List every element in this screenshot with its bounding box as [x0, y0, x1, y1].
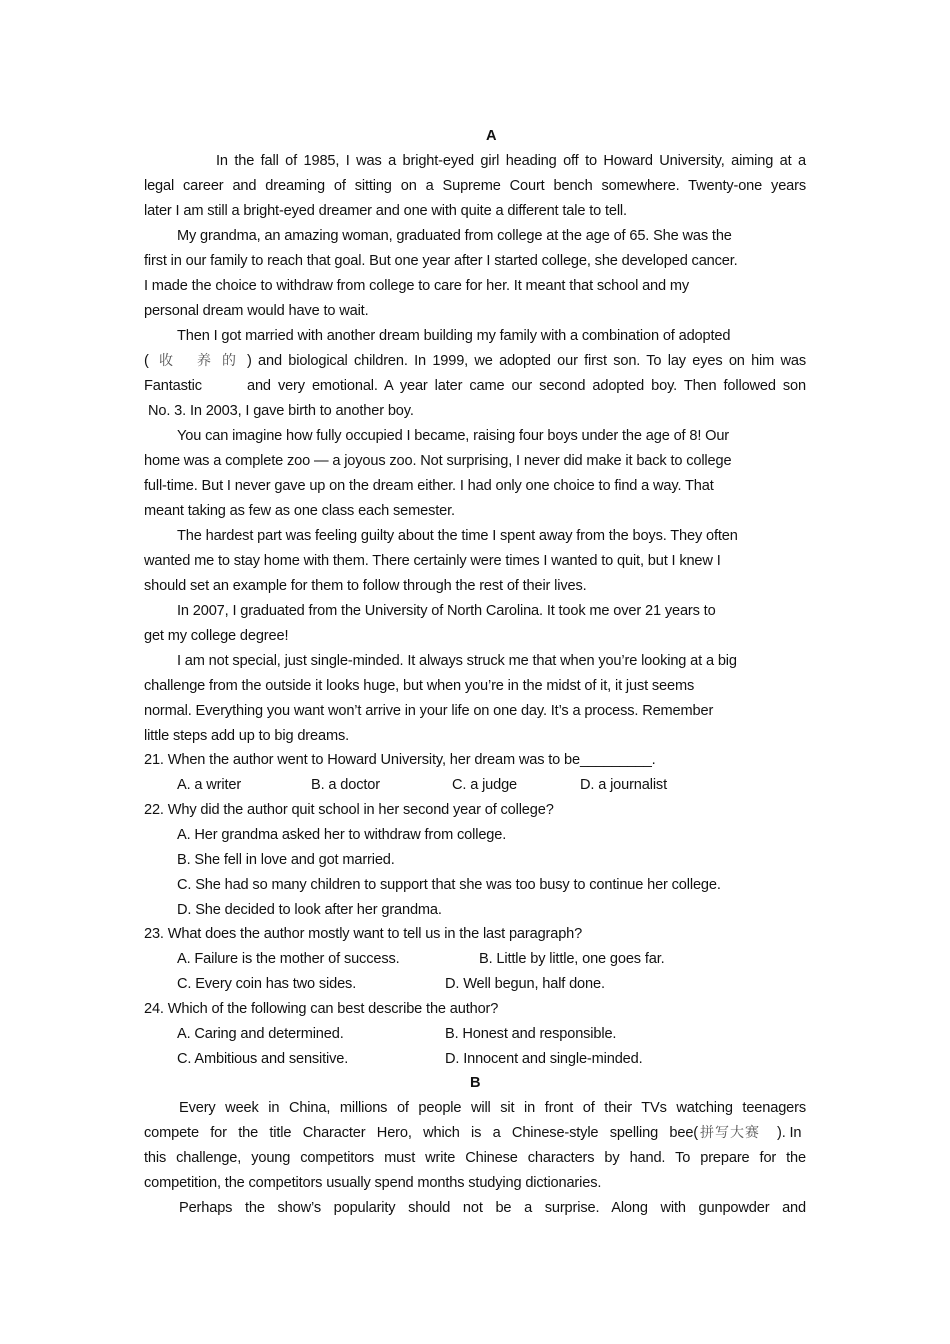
- passage-line: I am not special, just single-minded. It always struck me that when you’re looking at a big: [177, 653, 737, 669]
- q22-option-c[interactable]: C. She had so many children to support that she was too busy to continue her college.: [177, 877, 721, 893]
- q23-option-a[interactable]: A. Failure is the mother of success.: [177, 951, 400, 967]
- passage-line: compete for the title Character Hero, which is a Chinese-style spelling bee(: [144, 1125, 698, 1141]
- passage-line: and very emotional. A year later came our second adopted boy. Then followed son: [247, 378, 806, 394]
- q22-option-a[interactable]: A. Her grandma asked her to withdraw from college.: [177, 827, 507, 843]
- passage-line: I made the choice to withdraw from college to care for her. It meant that school and my: [144, 278, 690, 294]
- q21-option-d[interactable]: D. a journalist: [580, 777, 667, 793]
- passage-line: competition, the competitors usually spend months studying dictionaries.: [144, 1175, 602, 1191]
- passage-line: legal career and dreaming of sitting on a Supreme Court bench somewhere. Twenty-one years: [144, 178, 806, 194]
- q24-option-b[interactable]: B. Honest and responsible.: [445, 1026, 617, 1042]
- q21-option-a[interactable]: A. a writer: [177, 777, 242, 793]
- gloss-spelling-bee: 拼写大赛: [700, 1125, 760, 1141]
- passage-line: home was a complete zoo — a joyous zoo. Not surprising, I never did make it back to college: [144, 453, 732, 469]
- gloss-char: 的: [222, 353, 236, 369]
- q22-option-d[interactable]: D. She decided to look after her grandma.: [177, 902, 442, 918]
- passage-line: No. 3. In 2003, I gave birth to another boy.: [148, 403, 414, 419]
- passage-line: In the fall of 1985, I was a bright-eyed girl heading off to Howard University, aiming at a: [216, 153, 806, 169]
- q21-option-c[interactable]: C. a judge: [452, 777, 518, 793]
- question-23-stem: 23. What does the author mostly want to tell us in the last paragraph?: [144, 926, 583, 942]
- gloss-char: 养: [197, 353, 211, 369]
- section-a-heading: A: [486, 128, 497, 144]
- q24-option-a[interactable]: A. Caring and determined.: [177, 1026, 344, 1042]
- passage-line: meant taking as few as one class each semester.: [144, 503, 455, 519]
- passage-line: Perhaps the show’s popularity should not be a surprise. Along with gunpowder and: [179, 1200, 806, 1216]
- passage-line: this challenge, young competitors must write Chinese characters by hand. To prepare for the: [144, 1150, 806, 1166]
- passage-line: My grandma, an amazing woman, graduated from college at the age of 65. She was the: [177, 228, 732, 244]
- gloss-open-paren: (: [144, 353, 149, 369]
- passage-line: first in our family to reach that goal. But one year after I started college, she developed cancer.: [144, 253, 738, 269]
- question-21-stem: 21. When the author went to Howard University, her dream was to be_________.: [144, 752, 656, 768]
- q23-option-b[interactable]: B. Little by little, one goes far.: [479, 951, 665, 967]
- passage-line-end: ). In: [777, 1125, 802, 1141]
- q24-option-c[interactable]: C. Ambitious and sensitive.: [177, 1051, 349, 1067]
- question-22-stem: 22. Why did the author quit school in her second year of college?: [144, 802, 554, 818]
- section-b-heading: B: [470, 1075, 481, 1091]
- q22-option-b[interactable]: B. She fell in love and got married.: [177, 852, 395, 868]
- passage-word: Fantastic: [144, 378, 202, 394]
- passage-line: little steps add up to big dreams.: [144, 728, 350, 744]
- q23-option-d[interactable]: D. Well begun, half done.: [445, 976, 605, 992]
- passage-line: full-time. But I never gave up on the dream either. I had only one choice to find a way. That: [144, 478, 714, 494]
- q21-option-b[interactable]: B. a doctor: [311, 777, 380, 793]
- passage-line: The hardest part was feeling guilty about the time I spent away from the boys. They often: [177, 528, 738, 544]
- passage-line: In 2007, I graduated from the University of North Carolina. It took me over 21 years to: [177, 603, 716, 619]
- passage-line: You can imagine how fully occupied I became, raising four boys under the age of 8! Our: [177, 428, 730, 444]
- passage-line: Every week in China, millions of people will sit in front of their TVs watching teenagers: [179, 1100, 806, 1116]
- q24-option-d[interactable]: D. Innocent and single-minded.: [445, 1051, 643, 1067]
- passage-line: should set an example for them to follow through the rest of their lives.: [144, 578, 587, 594]
- passage-line: ) and biological children. In 1999, we adopted our first son. To lay eyes on him was: [247, 353, 806, 369]
- passage-line: get my college degree!: [144, 628, 289, 644]
- passage-line: later I am still a bright-eyed dreamer and one with quite a different tale to tell.: [144, 203, 627, 219]
- question-24-stem: 24. Which of the following can best describe the author?: [144, 1001, 499, 1017]
- passage-line: normal. Everything you want won’t arrive in your life on one day. It’s a process. Remember: [144, 703, 714, 719]
- gloss-char: 收: [159, 353, 173, 369]
- passage-line: personal dream would have to wait.: [144, 303, 369, 319]
- passage-line: wanted me to stay home with them. There certainly were times I wanted to quit, but I knew I: [144, 553, 721, 569]
- passage-line: challenge from the outside it looks huge, but when you’re in the midst of it, it just seems: [144, 678, 695, 694]
- passage-line: Then I got married with another dream building my family with a combination of adopted: [177, 328, 731, 344]
- q23-option-c[interactable]: C. Every coin has two sides.: [177, 976, 357, 992]
